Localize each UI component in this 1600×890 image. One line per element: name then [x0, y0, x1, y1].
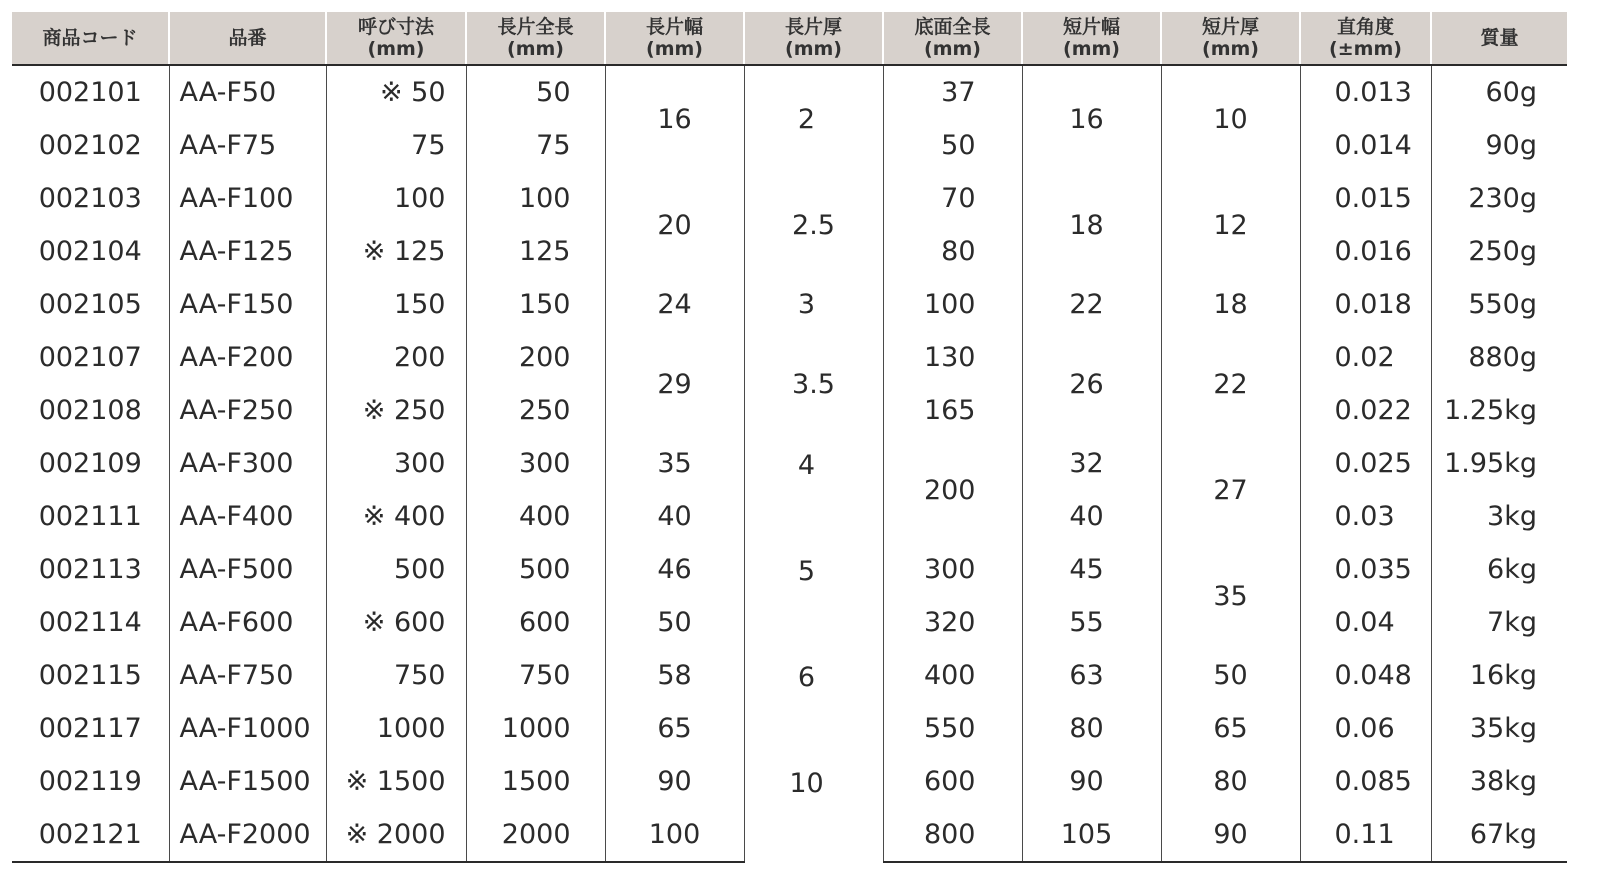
- header-part-label: 品番: [228, 27, 267, 49]
- header-weight: [1431, 12, 1567, 65]
- header-long-total-label: 長片全長: [497, 16, 574, 38]
- cell-code: 002105: [38, 289, 142, 320]
- cell-weight: 38kg: [1431, 755, 1567, 808]
- header-short-width-label: 短片幅: [1062, 16, 1120, 38]
- cell-squareness: 0.04: [1300, 596, 1431, 649]
- cell-short-width: 45: [1022, 543, 1161, 596]
- table-row: [12, 65, 1567, 119]
- cell-squareness: 0.014: [1300, 119, 1431, 172]
- cell-long-thick: 3.5: [744, 331, 883, 437]
- cell-short-thick: 18: [1161, 278, 1300, 331]
- cell-short-thick: 80: [1161, 755, 1300, 808]
- cell-nominal: 1000: [326, 702, 466, 755]
- table-row: [12, 331, 1567, 384]
- cell-long-width: 40: [605, 490, 744, 543]
- cell-bottom-total: 800: [883, 808, 1022, 862]
- cell-bottom-total: 50: [883, 119, 1022, 172]
- header-long-width-label: 長片幅: [645, 16, 703, 38]
- header-squareness-unit: (±mm): [1329, 38, 1402, 60]
- cell-nominal: ※ 400: [326, 490, 466, 543]
- cell-short-width: 40: [1022, 490, 1161, 543]
- cell-weight: 16kg: [1431, 649, 1567, 702]
- cell-squareness: 0.11: [1300, 808, 1431, 862]
- spec-table-container: [12, 12, 1567, 863]
- cell-code: 002108: [38, 395, 142, 426]
- cell-long-total: 150: [466, 278, 605, 331]
- header-bottom-total-label: 底面全長: [914, 16, 991, 38]
- cell-bottom-total: 550: [883, 702, 1022, 755]
- cell-short-width: 26: [1022, 331, 1161, 437]
- cell-long-total: 75: [466, 119, 605, 172]
- cell-weight: 1.95kg: [1431, 437, 1567, 490]
- cell-squareness: 0.025: [1300, 437, 1431, 490]
- cell-code: 002114: [38, 607, 142, 638]
- cell-part: AA-F1500: [169, 755, 326, 808]
- cell-long-total: 50: [466, 65, 605, 119]
- cell-bottom-total: 100: [883, 278, 1022, 331]
- cell-long-total: 1000: [466, 702, 605, 755]
- cell-short-thick: 10: [1161, 65, 1300, 172]
- cell-short-width: 55: [1022, 596, 1161, 649]
- cell-squareness: 0.06: [1300, 702, 1431, 755]
- cell-code: 002113: [38, 554, 142, 585]
- cell-short-thick: 50: [1161, 649, 1300, 702]
- cell-bottom-total: 300: [883, 543, 1022, 596]
- header-short-thick: [1161, 12, 1300, 65]
- cell-long-thick: 2.5: [744, 172, 883, 278]
- cell-squareness: 0.03: [1300, 490, 1431, 543]
- cell-nominal: 300: [326, 437, 466, 490]
- cell-part: AA-F500: [169, 543, 326, 596]
- table-row: [12, 437, 1567, 490]
- cell-long-width: 24: [605, 278, 744, 331]
- cell-nominal: 100: [326, 172, 466, 225]
- cell-weight: 7kg: [1431, 596, 1567, 649]
- cell-squareness: 0.048: [1300, 649, 1431, 702]
- cell-long-thick: 3: [744, 278, 883, 331]
- cell-code: 002121: [12, 808, 169, 862]
- cell-squareness: 0.016: [1300, 225, 1431, 278]
- cell-short-thick: 65: [1161, 702, 1300, 755]
- cell-squareness: 0.035: [1300, 543, 1431, 596]
- cell-long-thick: 2: [744, 65, 883, 172]
- cell-bottom-total: 37: [883, 65, 1022, 119]
- cell-bottom-total: 80: [883, 225, 1022, 278]
- cell-short-width: 80: [1022, 702, 1161, 755]
- cell-part: AA-F300: [169, 437, 326, 490]
- cell-weight: 3kg: [1431, 490, 1567, 543]
- cell-long-total: 750: [466, 649, 605, 702]
- cell-short-width: 16: [1022, 65, 1161, 172]
- cell-long-width: 46: [605, 543, 744, 596]
- header-short-thick-label: 短片厚: [1201, 16, 1259, 38]
- cell-part: AA-F1000: [169, 702, 326, 755]
- cell-code: 002111: [38, 501, 142, 532]
- cell-weight: 35kg: [1431, 702, 1567, 755]
- cell-part: AA-F100: [169, 172, 326, 225]
- cell-long-width: 90: [605, 755, 744, 808]
- cell-code: 002119: [38, 766, 142, 797]
- cell-nominal: ※ 125: [326, 225, 466, 278]
- cell-short-width: 32: [1022, 437, 1161, 490]
- cell-bottom-total: 400: [883, 649, 1022, 702]
- cell-nominal: ※ 50: [326, 65, 466, 119]
- cell-short-thick: 22: [1161, 331, 1300, 437]
- cell-weight: 230g: [1431, 172, 1567, 225]
- cell-code: 002101: [38, 77, 142, 108]
- cell-long-total: 500: [466, 543, 605, 596]
- cell-bottom-total: 70: [883, 172, 1022, 225]
- cell-bottom-total: 200: [883, 437, 1022, 543]
- cell-nominal: 500: [326, 543, 466, 596]
- cell-squareness: 0.02: [1300, 331, 1431, 384]
- cell-long-thick: 5: [744, 543, 883, 649]
- cell-long-width: 20: [605, 172, 744, 278]
- header-bottom-total: [883, 12, 1022, 65]
- cell-long-width: 29: [605, 331, 744, 437]
- cell-long-total: 1500: [466, 755, 605, 808]
- header-row: [12, 12, 1567, 65]
- table-row: [12, 755, 1567, 808]
- cell-nominal: ※ 1500: [326, 755, 466, 808]
- header-bottom-total-unit: (mm): [924, 38, 981, 60]
- cell-squareness: 0.015: [1300, 172, 1431, 225]
- cell-long-width: 100: [605, 808, 744, 862]
- cell-short-thick: 35: [1161, 543, 1300, 649]
- cell-bottom-total: 600: [883, 755, 1022, 808]
- cell-weight: 67kg: [1431, 808, 1567, 862]
- header-squareness-label: 直角度: [1336, 16, 1394, 38]
- header-part: [169, 12, 326, 65]
- cell-bottom-total: 165: [883, 384, 1022, 437]
- header-code-label: 商品コード: [42, 27, 138, 49]
- cell-part: AA-F125: [169, 225, 326, 278]
- cell-short-width: 63: [1022, 649, 1161, 702]
- cell-part: AA-F750: [169, 649, 326, 702]
- header-code: [12, 12, 169, 65]
- cell-bottom-total: 130: [883, 331, 1022, 384]
- cell-code: 002102: [38, 130, 142, 161]
- cell-weight: 90g: [1431, 119, 1567, 172]
- header-weight-label: 質量: [1480, 27, 1519, 49]
- cell-part: AA-F250: [169, 384, 326, 437]
- cell-part: AA-F75: [169, 119, 326, 172]
- cell-code: 002109: [38, 448, 142, 479]
- cell-long-total: 600: [466, 596, 605, 649]
- cell-part: AA-F200: [169, 331, 326, 384]
- cell-long-thick: 6: [744, 649, 883, 755]
- header-long-thick-label: 長片厚: [784, 16, 842, 38]
- cell-part: AA-F150: [169, 278, 326, 331]
- cell-squareness: 0.022: [1300, 384, 1431, 437]
- cell-weight: 880g: [1431, 331, 1567, 384]
- cell-short-width: 22: [1022, 278, 1161, 331]
- cell-short-width: 105: [1022, 808, 1161, 862]
- table-row: [12, 172, 1567, 225]
- cell-bottom-total: 320: [883, 596, 1022, 649]
- cell-long-total: 300: [466, 437, 605, 490]
- cell-short-width: 18: [1022, 172, 1161, 278]
- header-long-width: [605, 12, 744, 65]
- header-long-total: [466, 12, 605, 65]
- cell-long-width: 58: [605, 649, 744, 702]
- cell-code: 002103: [38, 183, 142, 214]
- cell-long-width: 35: [605, 437, 744, 490]
- table-row: [12, 543, 1567, 596]
- header-squareness: [1300, 12, 1431, 65]
- cell-code: 002104: [38, 236, 142, 267]
- header-long-thick-unit: (mm): [785, 38, 842, 60]
- cell-weight: 6kg: [1431, 543, 1567, 596]
- cell-part: AA-F2000: [169, 808, 326, 862]
- cell-weight: 1.25kg: [1431, 384, 1567, 437]
- cell-part: AA-F600: [169, 596, 326, 649]
- cell-short-width: 90: [1022, 755, 1161, 808]
- cell-long-total: 250: [466, 384, 605, 437]
- cell-nominal: 200: [326, 331, 466, 384]
- header-long-total-unit: (mm): [507, 38, 564, 60]
- cell-squareness: 0.085: [1300, 755, 1431, 808]
- table-row: [12, 278, 1567, 331]
- cell-squareness: 0.013: [1300, 65, 1431, 119]
- header-nominal: [326, 12, 466, 65]
- cell-long-total: 125: [466, 225, 605, 278]
- header-long-width-unit: (mm): [646, 38, 703, 60]
- cell-long-total: 2000: [466, 808, 605, 862]
- cell-nominal: 750: [326, 649, 466, 702]
- cell-part: AA-F50: [169, 65, 326, 119]
- header-short-thick-unit: (mm): [1202, 38, 1259, 60]
- cell-long-width: 16: [605, 65, 744, 172]
- cell-nominal: ※ 250: [326, 384, 466, 437]
- cell-code: 002107: [38, 342, 142, 373]
- cell-long-total: 200: [466, 331, 605, 384]
- cell-short-thick: 12: [1161, 172, 1300, 278]
- cell-long-width: 65: [605, 702, 744, 755]
- cell-short-thick: 90: [1161, 808, 1300, 862]
- header-nominal-unit: (mm): [367, 38, 425, 60]
- cell-nominal: ※ 2000: [326, 808, 466, 862]
- cell-long-thick: 10: [744, 755, 883, 862]
- cell-code: 002115: [38, 660, 142, 691]
- cell-weight: 550g: [1431, 278, 1567, 331]
- cell-long-total: 400: [466, 490, 605, 543]
- cell-part: AA-F400: [169, 490, 326, 543]
- cell-long-thick: 4: [744, 437, 883, 543]
- table-row: [12, 649, 1567, 702]
- cell-squareness: 0.018: [1300, 278, 1431, 331]
- cell-short-thick: 27: [1161, 437, 1300, 543]
- header-long-thick: [744, 12, 883, 65]
- spec-table: [12, 12, 1567, 863]
- header-short-width-unit: (mm): [1063, 38, 1120, 60]
- header-short-width: [1022, 12, 1161, 65]
- cell-weight: 60g: [1431, 65, 1567, 119]
- cell-nominal: ※ 600: [326, 596, 466, 649]
- cell-nominal: 75: [326, 119, 466, 172]
- cell-code: 002117: [38, 713, 142, 744]
- cell-long-total: 100: [466, 172, 605, 225]
- cell-weight: 250g: [1431, 225, 1567, 278]
- cell-nominal: 150: [326, 278, 466, 331]
- header-nominal-label: 呼び寸法: [357, 16, 434, 38]
- cell-long-width: 50: [605, 596, 744, 649]
